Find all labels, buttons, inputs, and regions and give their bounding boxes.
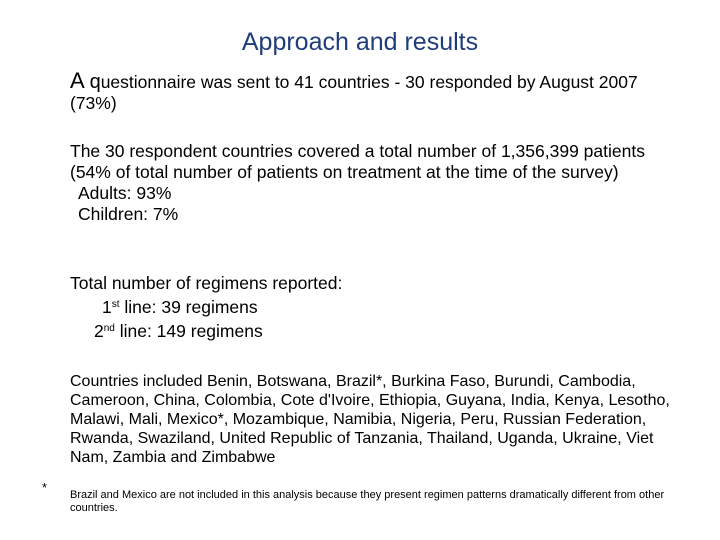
first-line-num: 1 xyxy=(102,297,112,317)
slide-title xyxy=(0,28,720,57)
first-line-sup: st xyxy=(111,299,120,310)
q-letter: q xyxy=(89,71,101,93)
paragraph-patients xyxy=(70,141,680,225)
footnote-marker: * xyxy=(42,480,48,495)
first-line-rest: line: 39 regimens xyxy=(119,297,258,317)
first-letter: A xyxy=(70,68,85,93)
first-line-regimens xyxy=(70,294,680,318)
slide-title-text: Approach and results xyxy=(241,28,479,56)
footnote-text: Brazil and Mexico are not included in this analysis because they present regimen patterns dramatically different from other countries. xyxy=(70,489,665,514)
second-line-regimens xyxy=(70,318,680,342)
paragraph-countries: Countries included Benin, Botswana, Brazil*, Burkina Faso, Burundi, Cambodia, Cameroon, China, Colombia, Cote d'Ivoire, Ethiopia, Guyana, India, Kenya, Lesotho, Malawi, Mali, Mexico*, Mozambique, Namibia, Nigeria, Peru, Russian Federation, Rwanda, Swaziland, United Republic of Tanzania, Thailand, Uganda, Ukraine, Viet Nam, Zambia and Zimbabwe xyxy=(70,373,670,466)
paragraph-regimens xyxy=(70,273,680,342)
second-line-rest: line: 149 regimens xyxy=(114,321,263,341)
children-line: Children: 7% xyxy=(78,204,179,224)
questionnaire-text: uestionnaire was sent to 41 countries - 30 responded by August 2007 (73%) xyxy=(70,72,638,113)
second-line-sup: nd xyxy=(103,323,115,334)
regimens-text: Total number of regimens reported: xyxy=(70,273,343,293)
patients-text: The 30 respondent countries covered a total number of 1,356,399 patients (54% of total number of patients on treatment at the time of the survey) xyxy=(70,141,645,182)
second-line-num: 2 xyxy=(94,321,104,341)
paragraph-questionnaire xyxy=(70,70,680,114)
adults-line: Adults: 93% xyxy=(78,183,172,203)
